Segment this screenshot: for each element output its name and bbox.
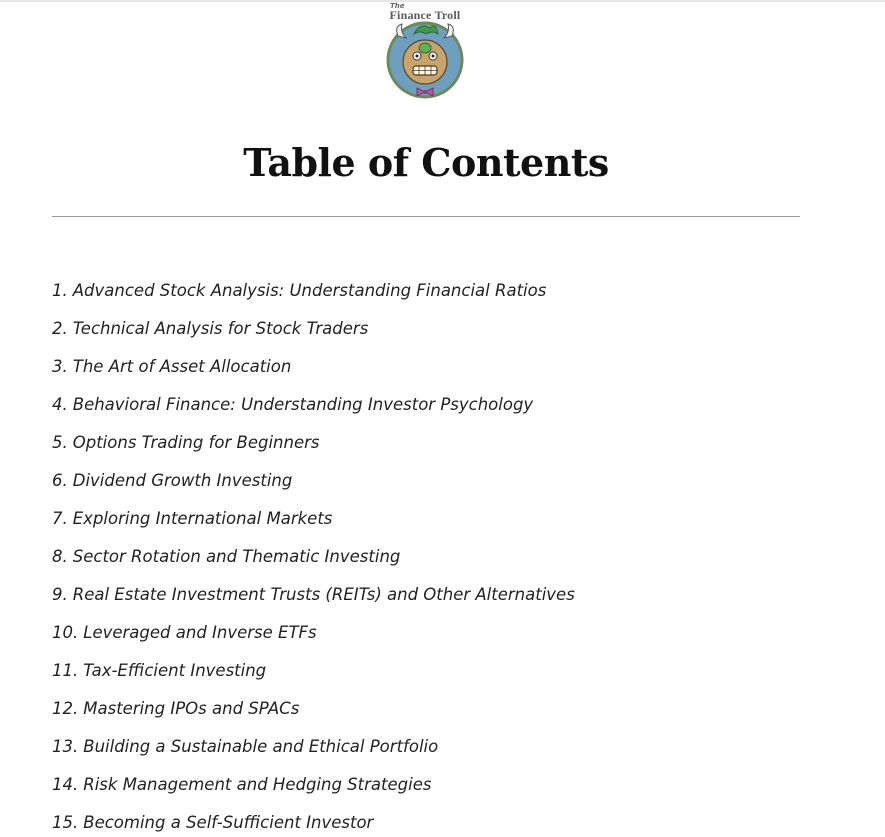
toc-item: 2. Technical Analysis for Stock Traders bbox=[52, 319, 369, 338]
troll-mascot-icon bbox=[384, 20, 466, 100]
toc-item: 13. Building a Sustainable and Ethical Portfolio bbox=[52, 737, 439, 756]
toc-item: 6. Dividend Growth Investing bbox=[52, 471, 293, 490]
toc-item: 1. Advanced Stock Analysis: Understanding Financial Ratios bbox=[52, 281, 547, 300]
title-divider bbox=[52, 216, 800, 217]
toc-item: 8. Sector Rotation and Thematic Investing bbox=[52, 547, 401, 566]
toc-item: 10. Leveraged and Inverse ETFs bbox=[52, 623, 317, 642]
toc-item: 14. Risk Management and Hedging Strategies bbox=[52, 775, 432, 794]
toc-item: 3. The Art of Asset Allocation bbox=[52, 357, 292, 376]
toc-item: 9. Real Estate Investment Trusts (REITs) and Other Alternatives bbox=[52, 585, 575, 604]
finance-troll-logo bbox=[380, 2, 470, 100]
toc-item: 12. Mastering IPOs and SPACs bbox=[52, 699, 300, 718]
toc-item: 4. Behavioral Finance: Understanding Investor Psychology bbox=[52, 395, 534, 414]
logo-the-label: The bbox=[390, 2, 405, 10]
toc-item: 15. Becoming a Self-Sufficient Investor bbox=[52, 813, 374, 832]
page-title: Table of Contents bbox=[243, 140, 609, 185]
logo-brand-name: Finance Troll bbox=[389, 8, 461, 22]
table-of-contents-list bbox=[52, 272, 575, 837]
toc-item: 7. Exploring International Markets bbox=[52, 509, 333, 528]
toc-item: 5. Options Trading for Beginners bbox=[52, 433, 320, 452]
toc-item: 11. Tax-Efficient Investing bbox=[52, 661, 267, 680]
